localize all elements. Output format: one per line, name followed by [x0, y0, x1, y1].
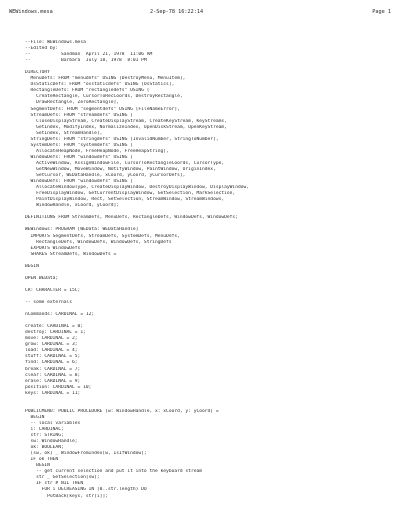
code-line: CreateRectangle, CursorToRecCoords, DestroyRectangle, [25, 94, 183, 100]
code-line: position: CARDINAL = 10; [25, 384, 92, 390]
code-line: SHARES StreamDefs, WindowDefs = [25, 251, 117, 257]
file-name: WEWindows.mesa [9, 9, 53, 15]
code-line: [sw, ok] _ WindowFromIndex[w, IsIfWindow]; [25, 451, 147, 457]
code-line: -- Sandman April 21, 1978 11:06 AM [25, 52, 153, 58]
code-line: StreamDefs: FROM "streamdefs" USING [ [25, 112, 133, 118]
code-line: FOR i DECREASING IN [0..str.length) DO [25, 487, 147, 493]
code-line: RectangleDefs, WindowDefs, WindowDefs, StringDefs [25, 239, 172, 245]
code-line: ActiveWindow, AssignWindowFile, CursorToRectangleCoords, CursorType, [25, 160, 225, 166]
code-line: destroy: CARDINAL = 1; [25, 330, 86, 336]
code-line: DrawRectangle, ZeroRectangle], [25, 100, 120, 106]
code-line: PaintDisplayWindow, Rect, SetSelection, StreamWindow, StreamWindows, [25, 197, 225, 203]
code-line: PUBLICMENU: PUBLIC PROCEDURE [w: WindowHandle, x: xCoord, y: yCoord] = [25, 408, 219, 414]
code-line: StringDefs: FROM "stringdefs" USING [InvalidNumber, StringToNumber], [25, 136, 219, 142]
code-line: DEFINITIONS FROM StreamDefs, MenuDefs, RectangleDefs, WindowDefs, WindowDefs; [25, 215, 238, 221]
code-line: SegmentDefs: FROM "segmentdefs" USING [FileNameError], [25, 106, 180, 112]
page-header [9, 8, 391, 16]
code-line: str: STRING; [25, 433, 64, 439]
code-line: MenuDefs: FROM "menudefs" USING [DestroyMenu, MenuItem], [25, 76, 186, 82]
code-line: AllocateHeapNode, FreeHeapNode, FreeHeapString], [25, 148, 169, 154]
code-line: BEGIN [25, 414, 45, 420]
code-line: stuff: CARDINAL = 5; [25, 354, 81, 360]
code-line: load: CARDINAL = 4; [25, 348, 78, 354]
code-line: WindowDefs: FROM "windowdefs" USING [ [25, 154, 133, 160]
code-line: -- get current selection and put it into the keyboard stream [25, 469, 203, 475]
code-line: WindowHandle, xCoord, yCoord]; [25, 203, 120, 209]
code-line: --Edited by: [25, 46, 59, 52]
code-line: CloseDisplayStream, CreateDisplayStream, CreateKeyStream, KeyStreams, [25, 118, 227, 124]
code-line: keys: CARDINAL = 11; [25, 390, 81, 396]
source-code-listing [25, 40, 385, 500]
code-line: sw: WindowHandle; [25, 439, 78, 445]
code-line: clear: CARDINAL = 8; [25, 372, 81, 378]
code-line: move: CARDINAL = 2; [25, 336, 78, 342]
code-line: grow: CARDINAL = 3; [25, 342, 78, 348]
code-line: GetIndex, ModifyIndex, NormalizeIndex, OpenDiskStream, OpenKeyStream, [25, 124, 227, 130]
code-line: --File: WEWindows.mesa [25, 40, 86, 45]
code-line: DIRECTORY [25, 70, 50, 76]
code-line: GetNewWindow, MoveWindow, NotifyWindow, PaintWindow, OriginIndex, [25, 166, 216, 172]
code-line: WEWindows: PROGRAM [WEData: WEDataHandle] [25, 227, 139, 233]
code-line: find: CARDINAL = 6; [25, 360, 78, 366]
code-line: erase: CARDINAL = 9; [25, 378, 81, 384]
code-line: SystemDefs: FROM "systemdefs" USING [ [25, 142, 133, 148]
code-line: IF ok THEN [25, 457, 59, 463]
code-line: OsStaticDefs: FROM "osstaticdefs" USING [OsStatics], [25, 82, 175, 88]
code-line: ok: BOOLEAN; [25, 445, 64, 451]
code-line: FreeDisplayWindow, GetCurrentDisplayWindow, GetSelection, MarkSelection, [25, 191, 236, 197]
code-line: IMPORTS SegmentDefs, StreamDefs, SystemDefs, MenuDefs, [25, 233, 180, 239]
page-number: Page 1 [372, 9, 391, 15]
code-line: AllocateWindowType, CreateDisplayWindow, DestroyDisplayWindow, DisplayWindow, [25, 185, 250, 191]
code-line: IF str # NIL THEN [25, 481, 84, 487]
code-line: CR: CHARACTER = 15C; [25, 287, 81, 293]
code-line: break: CARDINAL = 7; [25, 366, 81, 372]
code-line: -- some externals [25, 300, 73, 306]
code-line: -- local variables [25, 420, 81, 426]
code-line: str _ GetSelection[sw]; [25, 475, 100, 481]
code-line: SetIndex, StreamHandle], [25, 130, 103, 136]
code-line: SetCursor, WEDataHandle, xCoord, yCoord, yCursorDefs], [25, 173, 186, 179]
code-line: BEGIN [25, 463, 50, 469]
code-line: OPEN WEData; [25, 275, 59, 281]
code-line: PutBack[keys, str[i]]; [25, 493, 108, 499]
print-date: 2-Sep-78 16:22:14 [150, 9, 204, 15]
code-line: i: CARDINAL; [25, 427, 64, 432]
code-line: -- Barbara July 18, 1978 8:01 PM [25, 58, 147, 64]
code-line: EXPORTS WindowDefs [25, 245, 81, 251]
code-line: WindowDefs: FROM "windowdefs" USING [ [25, 179, 133, 185]
code-line: BEGIN [25, 263, 39, 269]
code-line: nCommands: CARDINAL = 12; [25, 312, 95, 318]
code-line: RectangleDefs: FROM "rectangledefs" USING [ [25, 88, 150, 94]
code-line: create: CARDINAL = 0; [25, 324, 84, 330]
